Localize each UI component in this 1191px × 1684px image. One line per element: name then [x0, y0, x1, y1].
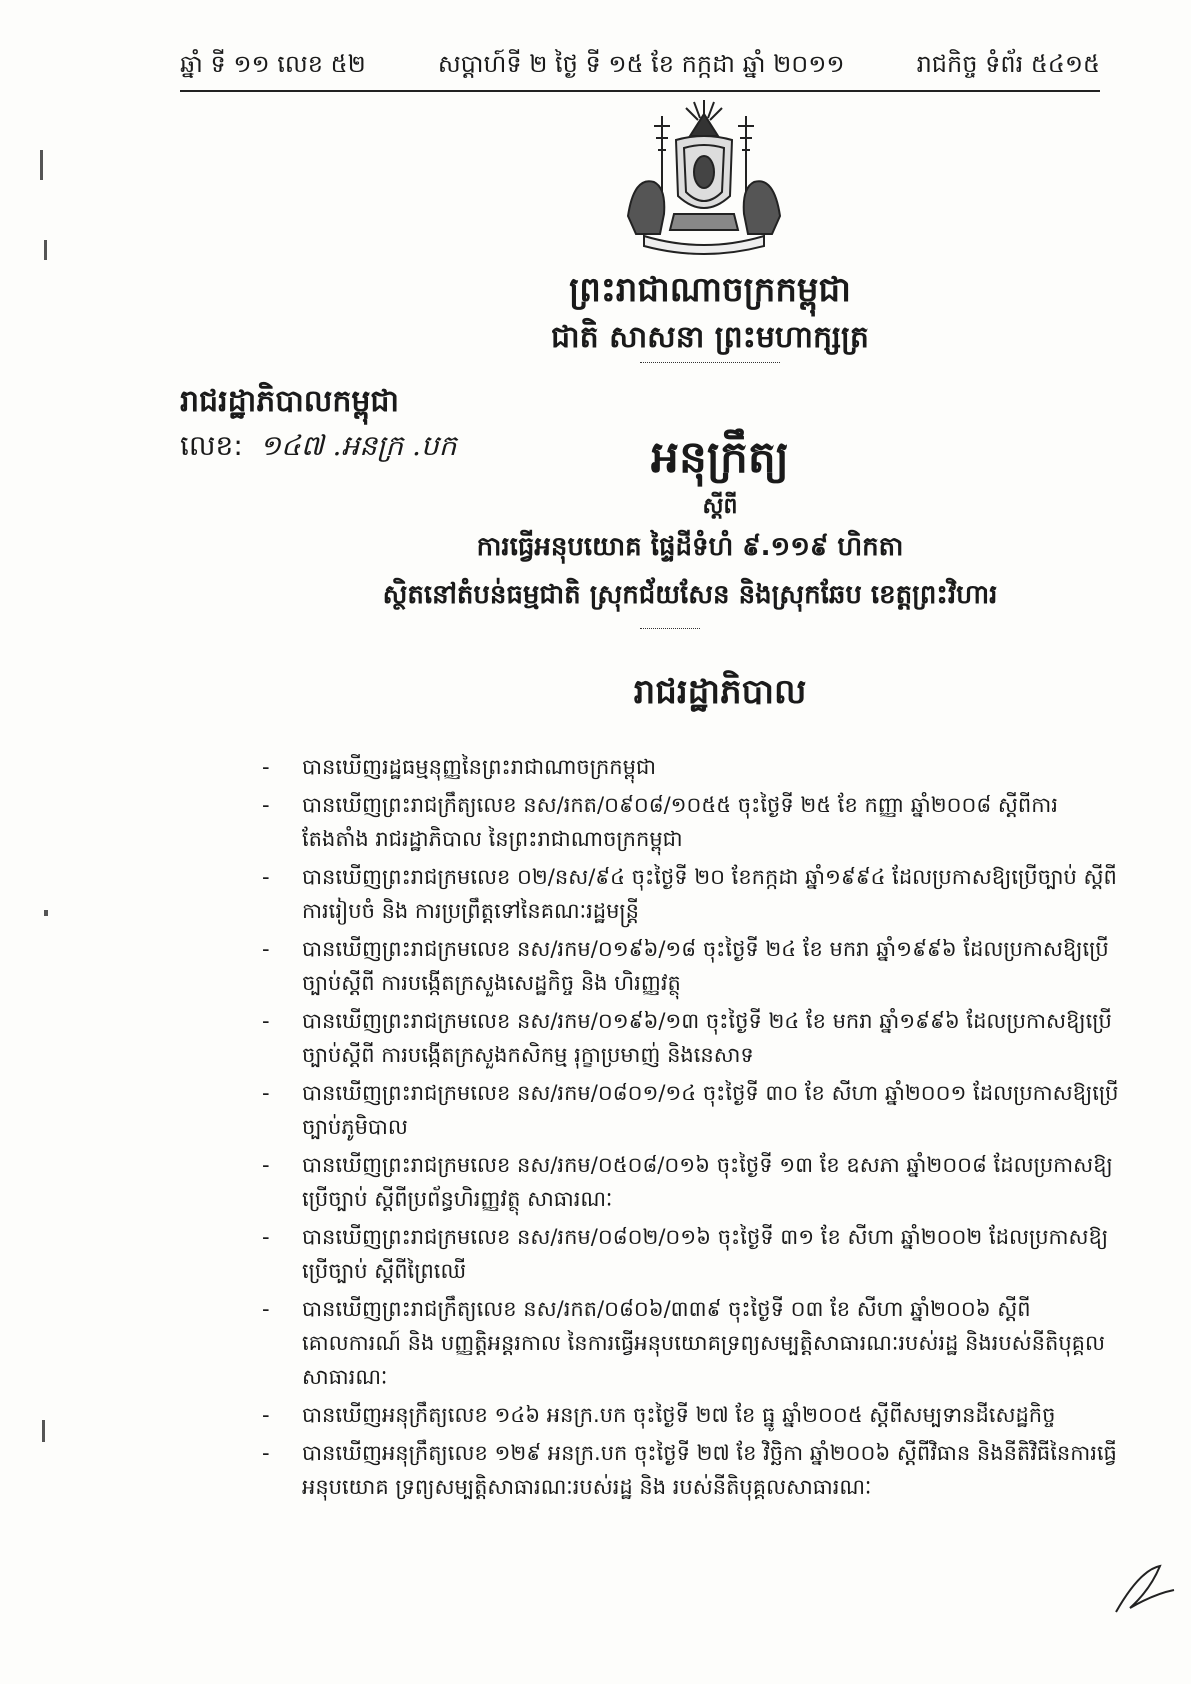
visa-item — [262, 750, 1122, 784]
gazette-page-number: រាជកិច្ច ទំព័រ ៥៤១៥ — [916, 50, 1100, 78]
list-dash: - — [262, 1297, 270, 1321]
visa-text: បានឃើញព្រះរាជក្រឹត្យលេខ នស/រកត/០៨០៦/៣៣៩ ចុះថ្ងៃទី ០៣ ខែ សីហា ឆ្នាំ២០០៦ ស្តីពីគោលការណ៍ និង បញ្ញត្តិអន្តរកាល នៃការធ្វើអនុបយោគទ្រព្យសម្បត្តិសាធារណៈរបស់រដ្ឋ និងរបស់នីតិបុគ្គលសាធារណៈ — [302, 1297, 1105, 1389]
visa-text: បានឃើញព្រះរាជក្រមលេខ ០២/នស/៩៤ ចុះថ្ងៃទី ២០ ខែកក្កដា ឆ្នាំ១៩៩៤ ដែលប្រកាសឱ្យប្រើច្បាប់ ស្តីពីការរៀបចំ និង ការប្រព្រឹត្តទៅនៃគណៈរដ្ឋមន្ត្រី — [302, 865, 1117, 923]
scan-artifact — [44, 240, 47, 260]
visa-text: បានឃើញព្រះរាជក្រមលេខ នស/រកម/០៥០៨/០១៦ ចុះថ្ងៃទី ១៣ ខែ ឧសភា ឆ្នាំ២០០៨ ដែលប្រកាសឱ្យប្រើច្បាប់ ស្តីពីប្រព័ន្ធហិរញ្ញវត្ថុ សាធារណៈ — [302, 1153, 1113, 1211]
signature-mark — [1110, 1560, 1180, 1620]
visa-list — [262, 750, 1122, 1508]
government-label: រាជរដ្ឋាភិបាលកម្ពុជា — [180, 384, 399, 419]
reference-number — [180, 428, 456, 469]
gazette-header — [180, 52, 1100, 92]
list-dash: - — [262, 1009, 270, 1033]
list-dash: - — [262, 1081, 270, 1105]
visa-item — [262, 1148, 1122, 1216]
subject-divider — [640, 628, 700, 629]
visa-item — [262, 1436, 1122, 1504]
kingdom-name: ព្រះរាជាណាចក្រកម្ពុជា — [569, 270, 851, 310]
visa-text: បានឃើញអនុក្រឹត្យលេខ ១២៩ អនក្រ.បក ចុះថ្ងៃទី ២៧ ខែ វិច្ឆិកា ឆ្នាំ២០០៦ ស្តីពីវិធាន និងនីតិវិធីនៃការធ្វើអនុបយោគ ទ្រព្យសម្បត្តិសាធារណៈរបស់រដ្ឋ និង របស់នីតិបុគ្គលសាធារណៈ — [302, 1441, 1117, 1499]
issuer-heading: រាជរដ្ឋាភិបាល — [633, 672, 807, 712]
list-dash: - — [262, 865, 270, 889]
list-dash: - — [262, 1403, 270, 1427]
motto-divider — [640, 362, 780, 363]
visa-text: បានឃើញព្រះរាជក្រមលេខ នស/រកម/០៨០១/១៤ ចុះថ្ងៃទី ៣០ ខែ សីហា ឆ្នាំ២០០១ ដែលប្រកាសឱ្យប្រើ ច្បាប់ភូមិបាល — [302, 1081, 1119, 1139]
royal-coat-of-arms — [614, 96, 794, 256]
visa-text: បានឃើញព្រះរាជក្រមលេខ នស/រកម/០៨០២/០១៦ ចុះថ្ងៃទី ៣១ ខែ សីហា ឆ្នាំ២០០២ ដែលប្រកាសឱ្យប្រើច្បាប់ ស្តីពីព្រៃឈើ — [302, 1225, 1109, 1283]
list-dash: - — [262, 793, 270, 817]
visa-item — [262, 1398, 1122, 1432]
list-dash: - — [262, 755, 270, 779]
visa-item — [262, 932, 1122, 1000]
visa-text: បានឃើញអនុក្រឹត្យលេខ ១៤៦ អនក្រ.បក ចុះថ្ងៃទី ២៧ ខែ ធ្នូ ឆ្នាំ២០០៥ ស្តីពីសម្បទានដីសេដ្ឋកិច្ច — [302, 1403, 1056, 1427]
scan-artifact — [44, 910, 48, 916]
national-motto: ជាតិ សាសនា ព្រះមហាក្សត្រ — [551, 320, 869, 355]
reference-value: ១៤៧ .អនក្រ .បក — [259, 429, 457, 462]
scan-artifact — [42, 1420, 45, 1442]
visa-item — [262, 1220, 1122, 1288]
visa-text: បានឃើញព្រះរាជក្រមលេខ នស/រកម/០១៩៦/១៨ ចុះថ្ងៃទី ២៤ ខែ មករា ឆ្នាំ១៩៩៦ ដែលប្រកាសឱ្យប្រើច្បាប់ស្តីពី ការបង្កើតក្រសួងសេដ្ឋកិច្ច និង ហិរញ្ញវត្ថុ — [302, 937, 1109, 995]
reference-label: លេខ: — [180, 429, 243, 462]
visa-item — [262, 1292, 1122, 1394]
issue-date: សប្តាហ៍ទី ២ ថ្ងៃ ទី ១៥ ខែ កក្កដា ឆ្នាំ ២០១១ — [437, 50, 845, 78]
visa-item — [262, 788, 1122, 856]
visa-item — [262, 860, 1122, 928]
year-issue: ឆ្នាំ ទី ១១ លេខ ៥២ — [180, 50, 366, 78]
visa-text: បានឃើញព្រះរាជក្រមលេខ នស/រកម/០១៩៦/១៣ ចុះថ្ងៃទី ២៤ ខែ មករា ឆ្នាំ១៩៩៦ ដែលប្រកាសឱ្យប្រើច្បាប់ស្តីពី ការបង្កើតក្រសួងកសិកម្ម រុក្ខាប្រមាញ់ និងនេសាទ — [302, 1009, 1112, 1067]
visa-item — [262, 1004, 1122, 1072]
visa-item — [262, 1076, 1122, 1144]
subject-line-2: ស្ថិតនៅតំបន់ធម្មជាតិ ស្រុកជ័យសែន និងស្រុកឆែប ខេត្តព្រះវិហារ — [382, 580, 998, 610]
list-dash: - — [262, 1225, 270, 1249]
visa-text: បានឃើញរដ្ឋធម្មនុញ្ញនៃព្រះរាជាណាចក្រកម្ពុជា — [302, 755, 656, 779]
list-dash: - — [262, 1153, 270, 1177]
list-dash: - — [262, 937, 270, 961]
document-type: អនុក្រឹត្យ — [651, 432, 789, 483]
list-dash: - — [262, 1441, 270, 1465]
visa-text: បានឃើញព្រះរាជក្រឹត្យលេខ នស/រកត/០៩០៨/១០៥៥ ចុះថ្ងៃទី ២៥ ខែ កញ្ញា ឆ្នាំ២០០៨ ស្តីពីការតែងតាំង រាជរដ្ឋាភិបាល នៃព្រះរាជាណាចក្រកម្ពុជា — [302, 793, 1058, 851]
subject-line-1: ការធ្វើអនុបយោគ ផ្ទៃដីទំហំ ៩.១១៩ ហិកតា — [476, 532, 904, 562]
about-label: ស្តីពី — [702, 494, 738, 519]
scan-artifact — [40, 150, 43, 180]
